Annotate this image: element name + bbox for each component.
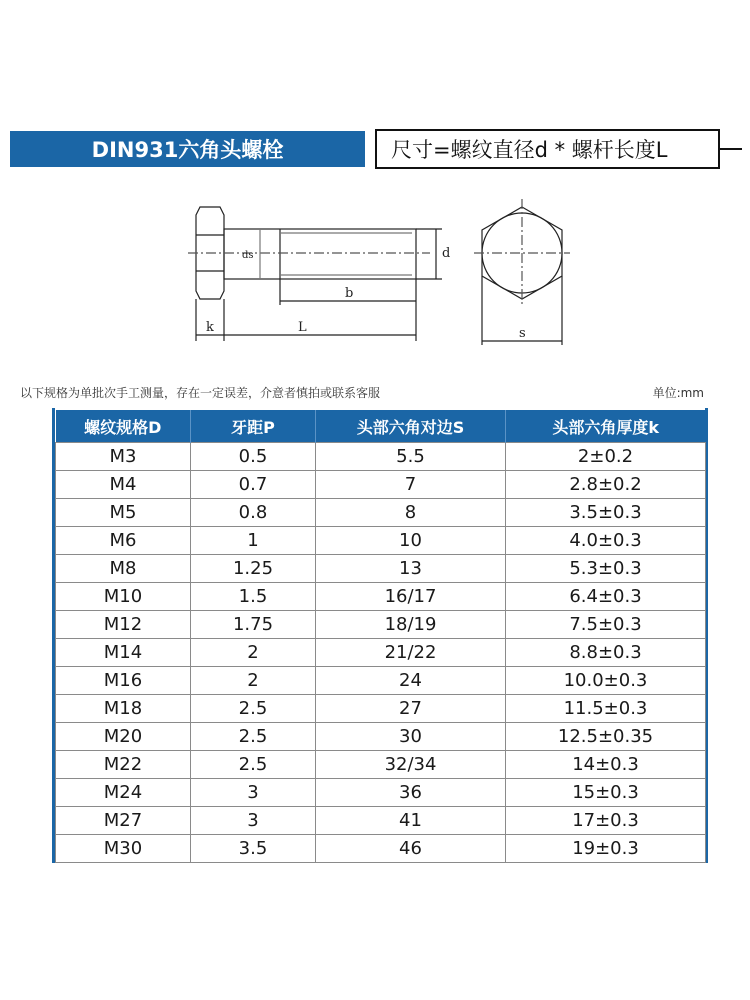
cell-head-width: 13	[316, 555, 506, 583]
cell-pitch: 3	[191, 807, 316, 835]
label-L: L	[298, 320, 307, 335]
cell-pitch: 1	[191, 527, 316, 555]
cell-thread-size: M8	[56, 555, 191, 583]
cell-head-width: 41	[316, 807, 506, 835]
label-d: d	[442, 246, 451, 261]
table-row	[56, 611, 706, 639]
cell-head-thickness: 6.4±0.3	[506, 583, 706, 611]
cell-pitch: 3	[191, 779, 316, 807]
cell-pitch: 0.7	[191, 471, 316, 499]
cell-head-thickness: 2±0.2	[506, 443, 706, 471]
table-row	[56, 499, 706, 527]
cell-pitch: 2.5	[191, 723, 316, 751]
cell-head-width: 5.5	[316, 443, 506, 471]
unit-label: 单位:mm	[652, 386, 704, 400]
cell-thread-size: M5	[56, 499, 191, 527]
cell-head-thickness: 10.0±0.3	[506, 667, 706, 695]
cell-pitch: 1.75	[191, 611, 316, 639]
bolt-diagram	[180, 195, 600, 355]
cell-head-width: 16/17	[316, 583, 506, 611]
table-row	[56, 555, 706, 583]
label-b: b	[345, 286, 354, 301]
cell-thread-size: M3	[56, 443, 191, 471]
page-title: DIN931六角头螺栓	[91, 138, 284, 162]
cell-pitch: 1.25	[191, 555, 316, 583]
table-row	[56, 807, 706, 835]
table-row	[56, 583, 706, 611]
cell-thread-size: M4	[56, 471, 191, 499]
cell-thread-size: M10	[56, 583, 191, 611]
cell-head-thickness: 11.5±0.3	[506, 695, 706, 723]
cell-head-thickness: 12.5±0.35	[506, 723, 706, 751]
cell-head-width: 46	[316, 835, 506, 863]
cell-thread-size: M30	[56, 835, 191, 863]
table-row	[56, 835, 706, 863]
cell-thread-size: M22	[56, 751, 191, 779]
cell-head-width: 7	[316, 471, 506, 499]
cell-thread-size: M16	[56, 667, 191, 695]
cell-thread-size: M27	[56, 807, 191, 835]
cell-head-width: 10	[316, 527, 506, 555]
label-k: k	[206, 320, 214, 335]
table-row	[56, 471, 706, 499]
cell-pitch: 3.5	[191, 835, 316, 863]
table-row	[56, 443, 706, 471]
cell-pitch: 2.5	[191, 695, 316, 723]
cell-thread-size: M12	[56, 611, 191, 639]
table-row	[56, 527, 706, 555]
cell-head-width: 30	[316, 723, 506, 751]
size-formula-box	[375, 129, 720, 169]
cell-thread-size: M6	[56, 527, 191, 555]
table-header-row	[56, 410, 706, 443]
cell-head-thickness: 2.8±0.2	[506, 471, 706, 499]
cell-head-thickness: 3.5±0.3	[506, 499, 706, 527]
table-row	[56, 723, 706, 751]
cell-head-width: 21/22	[316, 639, 506, 667]
cell-thread-size: M24	[56, 779, 191, 807]
cell-head-thickness: 8.8±0.3	[506, 639, 706, 667]
table-row	[56, 751, 706, 779]
table-row	[56, 779, 706, 807]
cell-head-thickness: 14±0.3	[506, 751, 706, 779]
cell-pitch: 0.8	[191, 499, 316, 527]
cell-pitch: 2.5	[191, 751, 316, 779]
header-thread-size: 螺纹规格D	[56, 410, 191, 443]
cell-head-width: 36	[316, 779, 506, 807]
cell-head-width: 8	[316, 499, 506, 527]
header-pitch: 牙距P	[191, 410, 316, 443]
cell-pitch: 2	[191, 639, 316, 667]
table-row	[56, 667, 706, 695]
cell-pitch: 1.5	[191, 583, 316, 611]
header-head-thickness: 头部六角厚度k	[506, 410, 706, 443]
cell-pitch: 0.5	[191, 443, 316, 471]
cell-head-width: 32/34	[316, 751, 506, 779]
cell-head-thickness: 15±0.3	[506, 779, 706, 807]
cell-head-width: 18/19	[316, 611, 506, 639]
cell-head-width: 24	[316, 667, 506, 695]
spec-table	[55, 410, 706, 863]
table-row	[56, 695, 706, 723]
cell-pitch: 2	[191, 667, 316, 695]
cell-thread-size: M18	[56, 695, 191, 723]
table-body	[56, 443, 706, 863]
header-head-width: 头部六角对边S	[316, 410, 506, 443]
size-formula: 尺寸=螺纹直径d * 螺杆长度L	[391, 138, 668, 162]
cell-head-width: 27	[316, 695, 506, 723]
formula-rule	[720, 148, 742, 150]
title-banner	[10, 131, 365, 167]
measurement-note: 以下规格为单批次手工测量，存在一定误差，介意者慎拍或联系客服	[20, 386, 381, 400]
label-s: s	[519, 326, 526, 341]
cell-head-thickness: 19±0.3	[506, 835, 706, 863]
cell-head-thickness: 5.3±0.3	[506, 555, 706, 583]
table-row	[56, 639, 706, 667]
label-ds: ds	[242, 250, 254, 261]
cell-head-thickness: 17±0.3	[506, 807, 706, 835]
cell-thread-size: M14	[56, 639, 191, 667]
cell-head-thickness: 4.0±0.3	[506, 527, 706, 555]
cell-thread-size: M20	[56, 723, 191, 751]
cell-head-thickness: 7.5±0.3	[506, 611, 706, 639]
